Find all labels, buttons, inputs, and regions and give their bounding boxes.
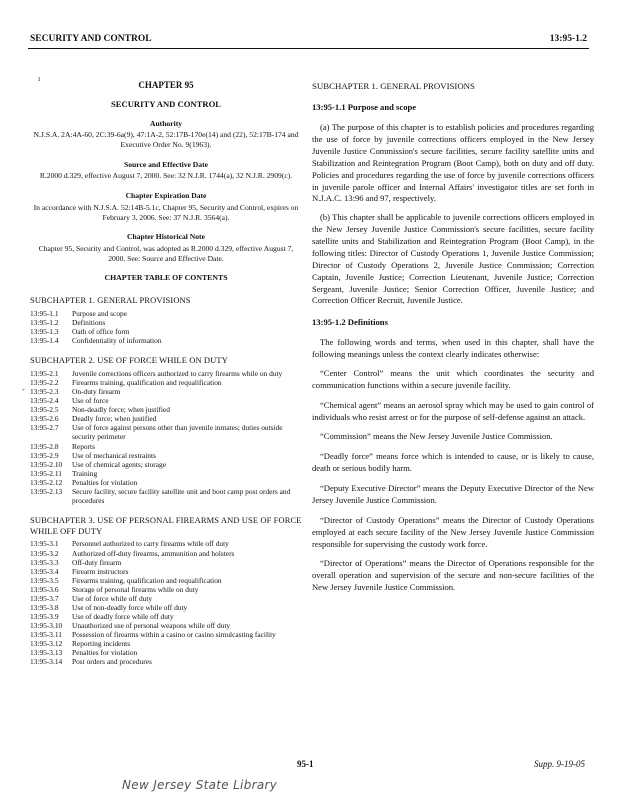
toc-entry <box>30 549 302 558</box>
toc-entry-title: Deadly force; when justified <box>72 414 157 424</box>
toc-entry-number: 13:95-3.2 <box>30 548 59 558</box>
toc-entry-title: Reports <box>72 441 95 451</box>
chapter-title: SECURITY AND CONTROL <box>111 98 221 109</box>
supplement-date: Supp. 9-19-05 <box>534 759 585 769</box>
toc-entry-title: Juvenile corrections officers authorized to carry firearms while on duty <box>72 369 283 379</box>
toc-entry <box>30 423 302 441</box>
toc-entry-title: Non-deadly force; when justified <box>72 405 170 415</box>
toc-entry <box>30 336 302 345</box>
toc-entry-number: 13:95-2.10 <box>30 459 63 469</box>
toc-entry <box>30 442 302 451</box>
toc-entry <box>30 612 302 621</box>
toc-entry-number: 13:95-3.8 <box>30 602 59 612</box>
toc-entry-number: 13:95-1.4 <box>30 336 59 346</box>
toc-entry-number: 13:95-2.6 <box>30 414 59 424</box>
toc-entry-number: 13:95-1.3 <box>30 327 59 337</box>
toc-entry <box>30 576 302 585</box>
paragraph: The following words and terms, when used in this chapter, shall have the following meanings unless the context clearly indicates otherwise: <box>312 337 594 360</box>
toc-entry-title: Firearm instructors <box>72 566 129 576</box>
toc-entry <box>30 387 302 396</box>
toc-entry <box>30 639 302 648</box>
toc-entry <box>30 460 302 469</box>
header-section: 13:95-1.2 <box>549 34 587 44</box>
expiration-text: In accordance with N.J.S.A. 52:14B-5.1c, Chapter 95, Security and Control, expires on February 3, 2006. See: 37 N.J.R. 3564(a). <box>33 202 299 222</box>
section-title: 13:95-1.2 Definitions <box>312 317 388 328</box>
toc-entry-title: Confidentiality of information <box>72 336 162 346</box>
definition: “Director of Custody Operations” means the Director of Custody Operations employed at each secure facility of the New Jersey Juvenile Justice Commission responsible for supervising the custody work force. <box>312 514 594 549</box>
scan-mark: ı <box>38 74 41 83</box>
authority-text: N.J.S.A. 2A:4A-60, 2C:39-6a(9), 47:1A-2, 52:17B-170e(14) and (22), 52:17B-174 and Executive Order No. 9(1963). <box>33 130 299 149</box>
toc-entry-title: Penalties for violation <box>72 477 138 487</box>
toc-entry <box>30 478 302 487</box>
toc-entry <box>30 621 302 630</box>
toc-entry-number: 13:95-3.10 <box>30 620 63 630</box>
source-text: R.2000 d.329, effective August 7, 2000. See: 32 N.J.R. 1744(a), 32 N.J.R. 2909(c). <box>39 171 293 181</box>
toc-entry <box>30 405 302 414</box>
right-column <box>312 80 594 602</box>
toc-entry-title: Use of deadly force while off duty <box>72 611 174 621</box>
toc-entry-number: 13:95-2.2 <box>30 378 59 388</box>
toc-entry <box>30 567 302 576</box>
toc-entry-number: 13:95-3.9 <box>30 611 59 621</box>
toc-entry <box>30 414 302 423</box>
toc-entry-number: 13:95-3.14 <box>30 656 63 666</box>
toc-entry <box>30 594 302 603</box>
library-stamp: New Jersey State Library <box>122 778 278 792</box>
authority-heading: Authority <box>149 118 183 128</box>
toc-entry-title: On-duty firearm <box>72 387 121 397</box>
toc-entry-number: 13:95-3.7 <box>30 593 59 603</box>
toc-entry <box>30 378 302 387</box>
toc-entry-title: Storage of personal firearms while on duty <box>72 584 199 594</box>
toc-entry-title: Possession of firearms within a casino or casino simulcasting facility <box>72 629 276 639</box>
toc-entry-title: Use of force while off duty <box>72 593 153 603</box>
toc-entry-number: 13:95-2.7 <box>30 423 59 433</box>
toc-entry-number: 13:95-1.2 <box>30 318 59 328</box>
definition: “Deadly force” means force which is intended to cause, or is likely to cause, death or serious bodily harm. <box>312 451 594 474</box>
toc-entry-title: Firearms training, qualification and requalification <box>72 575 222 585</box>
expiration-heading: Chapter Expiration Date <box>125 191 207 201</box>
toc-entry-title: Reporting incidents <box>72 638 131 648</box>
toc-entry <box>30 630 302 639</box>
definition: “Deputy Executive Director” means the Deputy Executive Director of the New Jersey Juvenile Justice Commission. <box>312 483 594 505</box>
toc-entry-title: Personnel authorized to carry firearms while off duty <box>72 539 229 549</box>
toc-subchapter-heading: SUBCHAPTER 1. GENERAL PROVISIONS <box>30 295 191 306</box>
toc-entry-title: Use of force against persons other than juvenile inmates; duties outside security perimeter <box>72 423 283 442</box>
toc-entry-title: Use of mechanical restraints <box>72 450 156 460</box>
toc-entry <box>30 487 302 505</box>
toc-entry <box>30 309 302 318</box>
definition: “Commission” means the New Jersey Juvenile Justice Commission. <box>320 431 553 442</box>
toc-entry-number: 13:95-3.6 <box>30 584 59 594</box>
toc-entry-number: 13:95-2.5 <box>30 405 59 415</box>
toc-entry-number: 13:95-3.1 <box>30 539 59 549</box>
toc-entry-title: Post orders and procedures <box>72 656 152 666</box>
left-column <box>30 80 302 666</box>
toc-entry <box>30 396 302 405</box>
toc-entry-number: 13:95-2.11 <box>30 468 62 478</box>
toc-entry-number: 13:95-3.12 <box>30 638 63 648</box>
toc-subchapter-heading: SUBCHAPTER 3. USE OF PERSONAL FIREARMS AND USE OF FORCE WHILE OFF DUTY <box>30 514 302 536</box>
toc-entry-title: Oath of office form <box>72 327 130 337</box>
historical-text: Chapter 95, Security and Control, was adopted as R.2000 d.329, effective August 7, 2000. See: Source and Effective Date. <box>38 243 294 263</box>
paragraph: (b) This chapter shall be applicable to juvenile corrections officers employed in the New Jersey Juvenile Justice Commission's secure facilities, secure facility satellite units and Stabilization and Reintegration Program (Boot Camp), in the following titles: Director of Custody Operations 1, Juvenile Justice Commission; Director of Custody Operations 2, Juvenile Justice Commission; Correction Captain, Juvenile Justice; Correction Lieutenant, Juvenile Justice; Correction Sergeant, Juvenile Justice; Senior Correction Officer, Juvenile Justice; and Correction Officer Recruit, Juvenile Justice. <box>312 212 594 306</box>
source-heading: Source and Effective Date <box>123 159 208 169</box>
toc-entry-title: Definitions <box>72 318 106 328</box>
definition: “Director of Operations” means the Director of Operations responsible for the overall operation and supervision of the secure and non-secure facilities of the New Jersey Juvenile Justice Commission. <box>312 558 594 593</box>
toc-entry-title: Penalties for violation <box>72 647 138 657</box>
toc-entry-title: Use of non-deadly force while off duty <box>72 602 188 612</box>
subchapter-heading: SUBCHAPTER 1. GENERAL PROVISIONS <box>312 81 475 91</box>
definition: “Center Control” means the unit which coordinates the security and communication functions within a secure juvenile facility. <box>312 367 594 390</box>
toc-subchapter-heading: SUBCHAPTER 2. USE OF FORCE WHILE ON DUTY <box>30 355 228 366</box>
toc-entry <box>30 539 302 548</box>
header-rule <box>28 48 589 49</box>
toc-entry-number: 13:95-3.3 <box>30 557 59 567</box>
toc-entry-title: Firearms training, qualification and requalification <box>72 378 222 388</box>
table-of-contents <box>30 295 302 666</box>
toc-entry-number: 13:95-2.1 <box>30 369 59 379</box>
header-title: SECURITY AND CONTROL <box>30 34 152 44</box>
toc-entry-title: Purpose and scope <box>72 309 128 319</box>
toc-entry-number: 13:95-2.13 <box>30 486 63 496</box>
definitions-list <box>312 368 594 594</box>
toc-entry-title: Training <box>72 468 98 478</box>
toc-entry-number: 13:95-3.11 <box>30 629 62 639</box>
historical-heading: Chapter Historical Note <box>127 232 205 242</box>
running-header <box>30 34 587 48</box>
toc-entry <box>30 469 302 478</box>
toc-entry-title: Use of chemical agents; storage <box>72 459 166 469</box>
toc-entry <box>30 603 302 612</box>
paragraph: (a) The purpose of this chapter is to establish policies and procedures regarding the use of force by juvenile corrections officers employed in the New Jersey Juvenile Justice Commission's secure facilities, secure facility satellite units and Stabilization and Reintegration Program (Boot Camp), both on duty and off duty. Policies and procedures regarding the use of force by juvenile corrections officers in juvenile parole officer and Internal Affairs' investigator titles are set forth in N.J.A.C. 13:96 and 97, respectively. <box>312 122 594 204</box>
toc-entry-title: Secure facility, secure facility satellite unit and boot camp post orders and procedures <box>72 486 291 505</box>
toc-entry-number: 13:95-3.5 <box>30 575 59 585</box>
toc-entry-number: 13:95-2.12 <box>30 477 63 487</box>
chapter-number: CHAPTER 95 <box>138 80 194 90</box>
toc-entry-number: 13:95-3.4 <box>30 566 59 576</box>
definition: “Chemical agent” means an aerosol spray which may be used to gain control of individuals who resist arrest or for the purpose of self-defense against an attack. <box>312 399 594 422</box>
toc-entry <box>30 318 302 327</box>
toc-entry <box>30 648 302 657</box>
toc-entry <box>30 369 302 378</box>
toc-entry <box>30 327 302 336</box>
toc-entry <box>30 657 302 666</box>
section-title: 13:95-1.1 Purpose and scope <box>312 102 417 113</box>
toc-entry-number: 13:95-2.4 <box>30 396 59 406</box>
toc-entry-number: 13:95-2.9 <box>30 450 59 460</box>
toc-entry <box>30 585 302 594</box>
toc-entry-number: 13:95-2.8 <box>30 441 59 451</box>
page-number: 95-1 <box>297 759 314 769</box>
toc-entry-number: 13:95-3.13 <box>30 647 63 657</box>
toc-title: CHAPTER TABLE OF CONTENTS <box>104 273 228 283</box>
toc-entry <box>30 451 302 460</box>
toc-entry-title: Authorized off-duty firearms, ammunition and holsters <box>72 548 235 558</box>
toc-entry <box>30 558 302 567</box>
toc-entry-title: Off-duty firearm <box>72 557 122 567</box>
toc-entry-title: Unauthorized use of personal weapons while off duty <box>72 620 231 630</box>
toc-entry-number: 13:95-2.3 <box>30 387 59 397</box>
toc-entry-title: Use of force <box>72 396 109 406</box>
scan-mark: - <box>22 385 25 394</box>
toc-entry-number: 13:95-1.1 <box>30 309 59 319</box>
